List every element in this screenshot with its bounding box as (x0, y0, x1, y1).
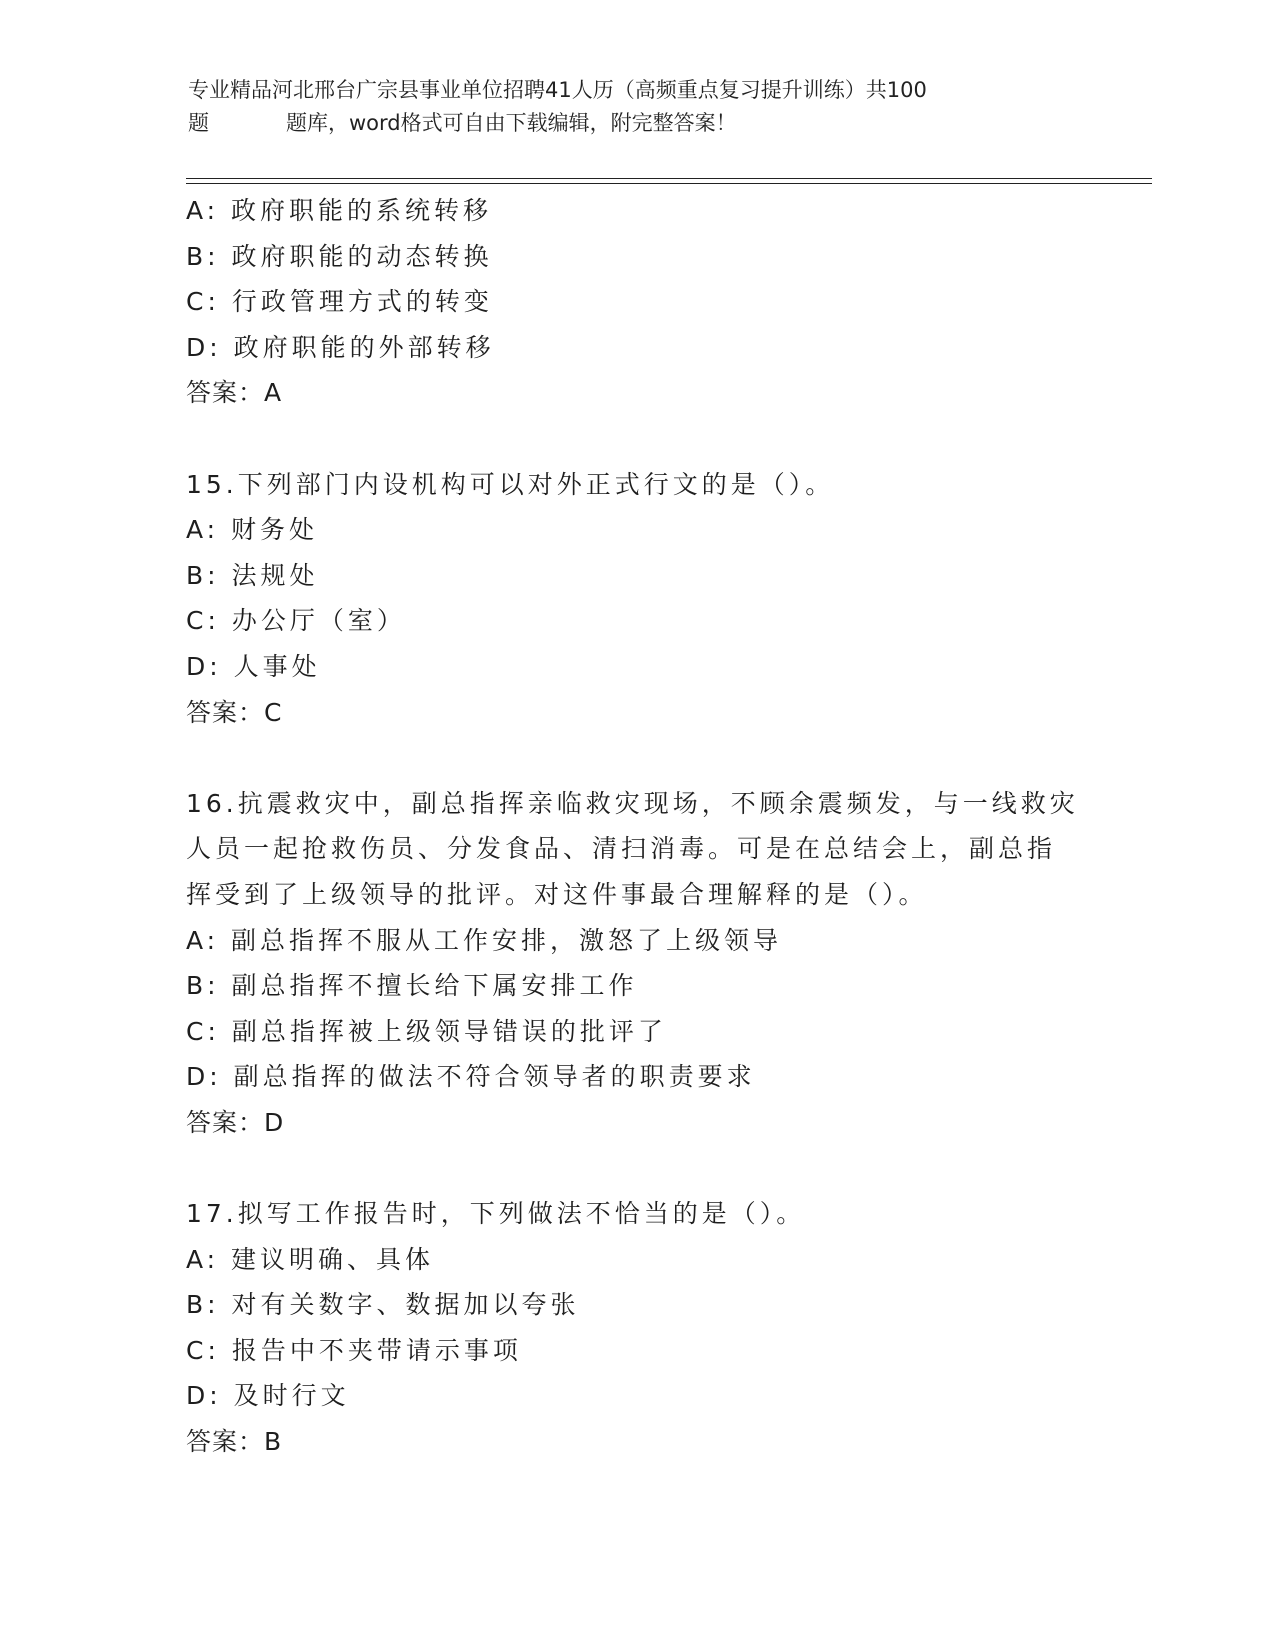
header-rule-top (186, 178, 1152, 179)
option-c: C: 办公厅（室） (186, 606, 406, 636)
question-stem-line-2: 人员一起抢救伤员、分发食品、清扫消毒。可是在总结会上，副总指 (186, 834, 1057, 864)
question-stem-line-3: 挥受到了上级领导的批评。对这件事最合理解释的是（）。 (186, 879, 928, 909)
option-c: C: 行政管理方式的转变 (186, 287, 493, 317)
header-line-2-lead: 题 (188, 111, 209, 135)
question-15 (186, 462, 1086, 736)
prev-question (186, 188, 1086, 416)
spacer (186, 735, 1086, 781)
header-line-2-rest: 题库，word格式可自由下载编辑，附完整答案！ (286, 111, 737, 135)
option-b: B: 副总指挥不擅长给下属安排工作 (186, 971, 638, 1001)
header-line-1: 专业精品河北邢台广宗县事业单位招聘41人历（高频重点复习提升训练）共100 (188, 78, 927, 102)
option-c: C: 报告中不夹带请示事项 (186, 1335, 522, 1365)
option-c: C: 副总指挥被上级领导错误的批评了 (186, 1016, 667, 1046)
question-stem: 17.拟写工作报告时，下列做法不恰当的是（）。 (186, 1199, 806, 1229)
option-d: D: 及时行文 (186, 1381, 350, 1411)
option-a: A: 财务处 (186, 515, 319, 545)
header-rule-bottom (186, 183, 1152, 184)
option-d: D: 政府职能的外部转移 (186, 332, 495, 362)
question-content (186, 188, 1086, 1465)
option-b: B: 政府职能的动态转换 (186, 241, 493, 271)
question-stem: 15.下列部门内设机构可以对外正式行文的是（）。 (186, 469, 835, 499)
answer: 答案：B (186, 1427, 283, 1457)
answer: 答案：D (186, 1107, 285, 1137)
answer: 答案：C (186, 697, 283, 727)
option-d: D: 人事处 (186, 651, 321, 681)
option-a: A: 副总指挥不服从工作安排，激怒了上级领导 (186, 925, 783, 955)
page-header (188, 74, 1068, 140)
option-b: B: 法规处 (186, 560, 319, 590)
option-a: A: 建议明确、具体 (186, 1244, 435, 1274)
option-a: A: 政府职能的系统转移 (186, 196, 493, 225)
spacer (186, 1145, 1086, 1191)
spacer (186, 416, 1086, 462)
header-line-2 (188, 107, 1068, 140)
question-17 (186, 1191, 1086, 1465)
option-b: B: 对有关数字、数据加以夸张 (186, 1290, 580, 1320)
answer: 答案：A (186, 378, 283, 408)
question-16 (186, 781, 1086, 1146)
option-d: D: 副总指挥的做法不符合领导者的职责要求 (186, 1062, 756, 1092)
question-stem-line-1: 16.抗震救灾中，副总指挥亲临救灾现场，不顾余震频发，与一线救灾 (186, 788, 1079, 818)
